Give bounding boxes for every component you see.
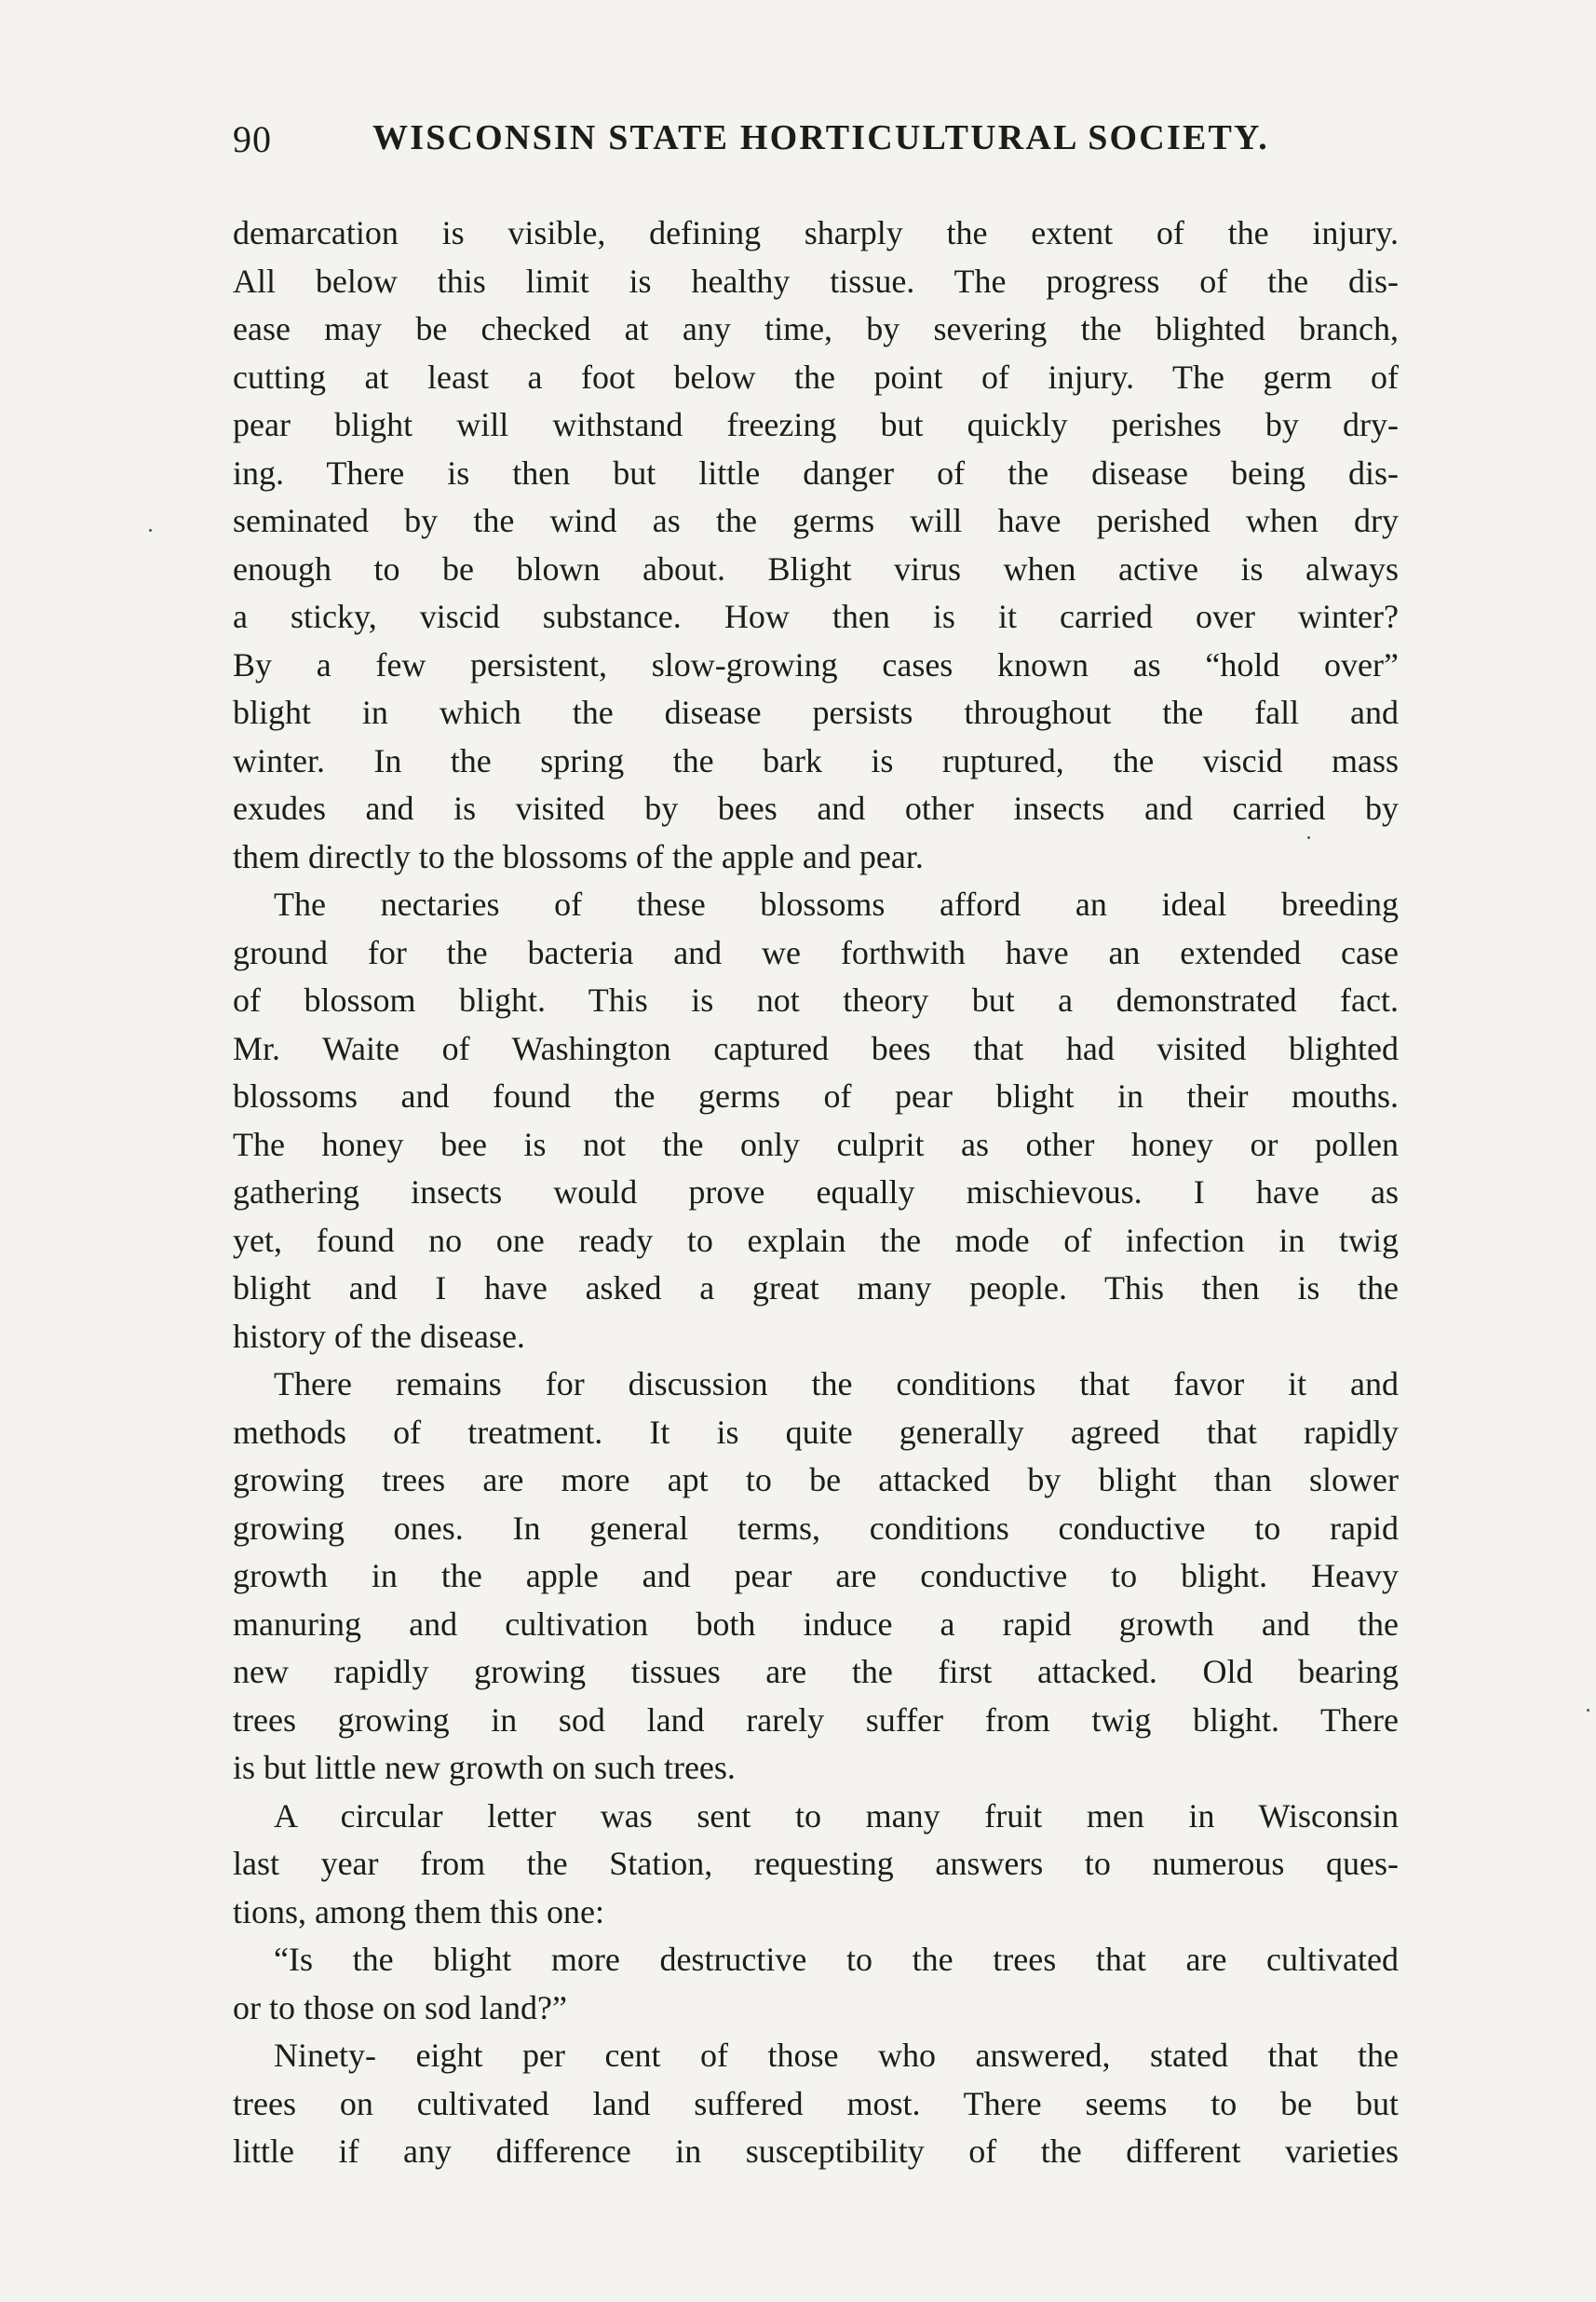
text-line: gathering insects would prove equally mischievous. I have as	[233, 1173, 1399, 1211]
text-line: blight and I have asked a great many people. This then is the	[233, 1269, 1399, 1307]
text-line: manuring and cultivation both induce a rapid growth and the	[233, 1605, 1399, 1643]
text-line: demarcation is visible, defining sharply the extent of the injury.	[233, 214, 1399, 251]
book-page	[233, 0, 1399, 2302]
body-text	[233, 210, 1399, 2176]
text-line: The nectaries of these blossoms afford an ideal breeding	[274, 886, 1399, 923]
text-line: tions, among them this one:	[233, 1892, 604, 1930]
text-line: There remains for discussion the conditions that favor it and	[274, 1365, 1399, 1402]
page-speck	[1307, 836, 1310, 839]
text-line: pear blight will withstand freezing but quickly perishes by dry-	[233, 406, 1399, 443]
text-line: growing ones. In general terms, conditions conductive to rapid	[233, 1509, 1399, 1547]
paragraph	[233, 1361, 1399, 1793]
page-speck	[1587, 1709, 1589, 1712]
text-line: ground for the bacteria and we forthwith have an extended case	[233, 933, 1399, 971]
text-line: ease may be checked at any time, by severing the blighted branch,	[233, 310, 1399, 347]
text-line: growth in the apple and pear are conductive to blight. Heavy	[233, 1557, 1399, 1594]
text-line: new rapidly growing tissues are the first attacked. Old bearing	[233, 1653, 1399, 1690]
text-line: Ninety- eight per cent of those who answered, stated that the	[274, 2037, 1399, 2074]
paragraph	[233, 881, 1399, 1361]
text-line: little if any difference in susceptibility of the different varieties	[233, 2133, 1399, 2170]
text-line: “Is the blight more destructive to the trees that are cultivated	[274, 1941, 1399, 1978]
paragraph	[233, 210, 1399, 881]
text-line: yet, found no one ready to explain the mode of infection in twig	[233, 1221, 1399, 1259]
text-line: winter. In the spring the bark is ruptured, the viscid mass	[233, 741, 1399, 779]
text-line: All below this limit is healthy tissue. The progress of the dis-	[233, 262, 1399, 300]
text-line: a sticky, viscid substance. How then is it carried over winter?	[233, 598, 1399, 635]
text-line: blossoms and found the germs of pear blight in their mouths.	[233, 1077, 1399, 1115]
text-line: trees on cultivated land suffered most. There seems to be but	[233, 2084, 1399, 2122]
text-line: of blossom blight. This is not theory but a demonstrated fact.	[233, 982, 1399, 1019]
text-line: ing. There is then but little danger of the disease being dis-	[233, 454, 1399, 492]
text-line: growing trees are more apt to be attacked by blight than slower	[233, 1461, 1399, 1498]
running-title: WISCONSIN STATE HORTICULTURAL SOCIETY.	[372, 118, 1269, 157]
paragraph	[233, 1793, 1399, 1937]
text-line: is but little new growth on such trees.	[233, 1749, 736, 1786]
text-line: The honey bee is not the only culprit as other honey or pollen	[233, 1125, 1399, 1163]
text-line: or to those on sod land?”	[233, 1988, 567, 2026]
text-line: exudes and is visited by bees and other insects and carried by	[233, 790, 1399, 827]
text-line: enough to be blown about. Blight virus when active is always	[233, 549, 1399, 588]
paragraph	[233, 1936, 1399, 2032]
text-line: blight in which the disease persists throughout the fall and	[233, 694, 1399, 731]
text-line: trees growing in sod land rarely suffer from twig blight. There	[233, 1700, 1399, 1739]
text-line: By a few persistent, slow-growing cases known as “hold over”	[233, 645, 1399, 684]
text-line: last year from the Station, requesting answers to numerous ques-	[233, 1845, 1399, 1882]
paragraph	[233, 2032, 1399, 2176]
text-line: history of the disease.	[233, 1317, 525, 1355]
page-header	[233, 110, 1399, 166]
text-line: them directly to the blossoms of the apple and pear.	[233, 837, 924, 875]
page-speck	[149, 529, 152, 532]
page-number: 90	[233, 118, 272, 160]
text-line: A circular letter was sent to many fruit men in Wisconsin	[274, 1796, 1399, 1835]
text-line: seminated by the wind as the germs will have perished when dry	[233, 502, 1399, 539]
text-line: cutting at least a foot below the point of injury. The germ of	[233, 358, 1399, 396]
text-line: methods of treatment. It is quite generally agreed that rapidly	[233, 1413, 1399, 1451]
text-line: Mr. Waite of Washington captured bees that had visited blighted	[233, 1029, 1399, 1067]
